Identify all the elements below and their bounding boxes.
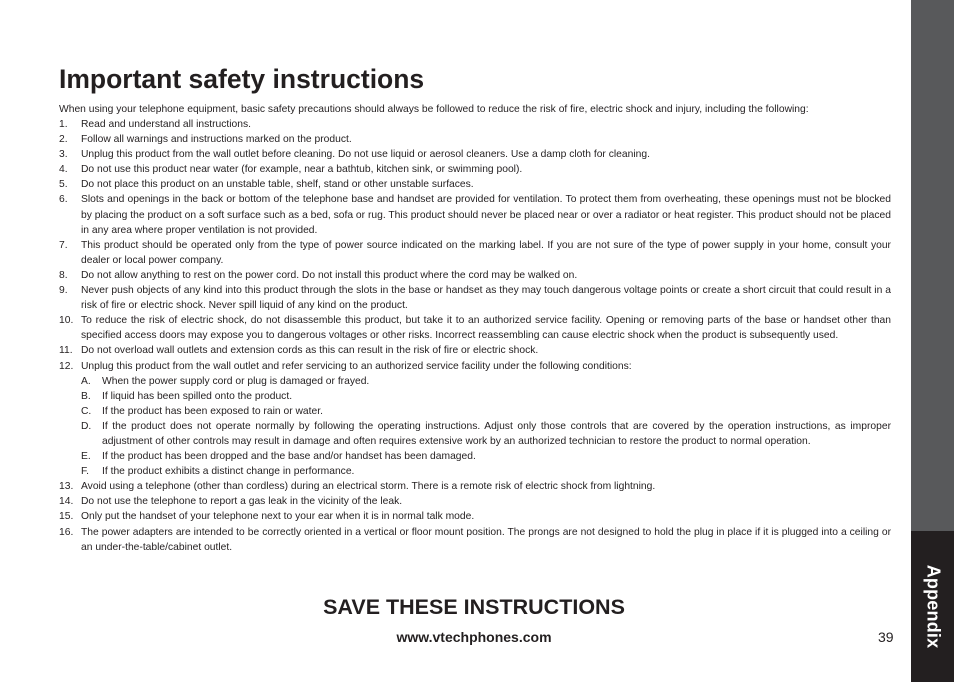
item-number: 9.: [59, 285, 68, 297]
subitem-letter: B.: [81, 390, 91, 402]
item-text: Read and understand all instructions.: [81, 119, 252, 130]
list-item: [59, 117, 891, 132]
sublist-item: [81, 374, 891, 389]
item-text: [81, 359, 891, 480]
list-item: [59, 313, 891, 343]
subitem-letter: C.: [81, 405, 92, 417]
subitem-text: When the power supply cord or plug is damaged or frayed.: [102, 375, 370, 387]
list-item: [59, 177, 891, 192]
subitem-text: If liquid has been spilled onto the product.: [102, 390, 293, 402]
list-item: [59, 192, 891, 237]
item-number: 8.: [59, 269, 68, 281]
item-text: Do not use this product near water (for example, near a bathtub, kitchen sink, or swimming pool).: [81, 164, 523, 176]
item-number: 5.: [59, 179, 68, 191]
item-number: 6.: [59, 194, 68, 206]
item-number: 12.: [59, 360, 74, 372]
item-number: 16.: [59, 526, 74, 538]
list-item: [59, 494, 891, 509]
sublist-item: [81, 464, 891, 479]
item-number: 2.: [59, 134, 68, 146]
subitem-text: If the product does not operate normally by following the operating instructions. Adjust only those controls that are covered by the operation instructions, as improper adjustment of other controls may result in damage and often requires extensive work by an authorized technician to restore the product to normal operation.: [102, 420, 891, 447]
item-number: 14.: [59, 496, 74, 508]
subitem-letter: A.: [81, 375, 91, 387]
list-item: [59, 268, 891, 283]
page-number: 39: [878, 629, 894, 645]
subitem-text: If the product exhibits a distinct change in performance.: [102, 466, 355, 478]
item-text: This product should be operated only from the type of power source indicated on the marking label. If you are not sure of the type of power supply in your home, consult your dealer or local power company.: [81, 239, 891, 266]
list-item: [59, 343, 891, 358]
item-text: Slots and openings in the back or bottom of the telephone base and handset are provided for ventilation. To protect them from overheating, these openings must not be blocked by placing the product on a soft surface such as a bed, sofa or rug. This product should never be placed near or over a radiator or heat register. This product should not be placed in any area where proper ventilation is not provided.: [81, 194, 891, 236]
safety-list: [59, 117, 891, 555]
list-item: [59, 162, 891, 177]
list-item: [59, 479, 891, 494]
item-text: Unplug this product from the wall outlet before cleaning. Do not use liquid or aerosol cleaners. Use a damp cloth for cleaning.: [81, 149, 650, 161]
item-text: Do not allow anything to rest on the power cord. Do not install this product where the cord may be walked on.: [81, 269, 578, 281]
item-text: Avoid using a telephone (other than cordless) during an electrical storm. There is a remote risk of electric shock from lightning.: [81, 481, 656, 493]
sublist-item: [81, 404, 891, 419]
list-item: [59, 359, 891, 480]
item-number: 1.: [59, 119, 68, 130]
item-number: 11.: [59, 345, 73, 357]
item-number: 10.: [59, 315, 74, 327]
item-text: Only put the handset of your telephone next to your ear when it is in normal talk mode.: [81, 511, 475, 523]
website-url: www.vtechphones.com: [396, 629, 552, 645]
item-text: Never push objects of any kind into this product through the slots in the base or handset as they may touch dangerous voltage points or create a short circuit that could result in a risk of fire or electric shock. Never spill liquid of any kind on the product.: [81, 285, 891, 312]
intro-text: When using your telephone equipment, basic safety precautions should always be followed to reduce the risk of fire, electric shock and injury, including the following:: [59, 104, 809, 115]
subitem-text: If the product has been exposed to rain or water.: [102, 405, 323, 417]
subitem-letter: F.: [81, 466, 90, 478]
item-text: The power adapters are intended to be correctly oriented in a vertical or floor mount position. The prongs are not designed to hold the plug in place if it is plugged into a ceiling or an under-the-table/cabinet outlet.: [81, 526, 891, 553]
item-number: 15.: [59, 511, 74, 523]
list-item: [59, 525, 891, 555]
list-item: [59, 132, 891, 147]
item-text-main: Unplug this product from the wall outlet and refer servicing to an authorized service facility under the following conditions:: [81, 360, 632, 372]
item-number: 3.: [59, 149, 68, 161]
list-item: [59, 238, 891, 268]
item-text: Follow all warnings and instructions marked on the product.: [81, 134, 352, 146]
item-number: 7.: [59, 239, 68, 251]
subitem-letter: E.: [81, 451, 91, 463]
appendix-tab-label: Appendix: [923, 564, 944, 649]
page-title: Important safety instructions: [59, 64, 425, 94]
save-instructions-heading: SAVE THESE INSTRUCTIONS: [323, 595, 625, 619]
list-item: [59, 147, 891, 162]
item-text: Do not use the telephone to report a gas leak in the vicinity of the leak.: [81, 496, 403, 508]
condition-sublist: [81, 374, 891, 480]
item-text: Do not overload wall outlets and extension cords as this can result in the risk of fire or electric shock.: [81, 345, 539, 357]
list-item: [59, 283, 891, 313]
list-item: [59, 509, 891, 524]
item-number: 4.: [59, 164, 68, 176]
subitem-letter: D.: [81, 420, 92, 432]
sublist-item: [81, 449, 891, 464]
sublist-item: [81, 419, 891, 449]
item-text: Do not place this product on an unstable table, shelf, stand or other unstable surfaces.: [81, 179, 474, 191]
sublist-item: [81, 389, 891, 404]
item-number: 13.: [59, 481, 74, 493]
subitem-text: If the product has been dropped and the base and/or handset has been damaged.: [102, 451, 476, 463]
item-text: To reduce the risk of electric shock, do not disassemble this product, but take it to an authorized service facility. Opening or removing parts of the base or handset other than specified access doors may expose you to dangerous voltages or other risks. Incorrect reassembling can cause electric shock when the product is subsequently used.: [81, 315, 891, 342]
